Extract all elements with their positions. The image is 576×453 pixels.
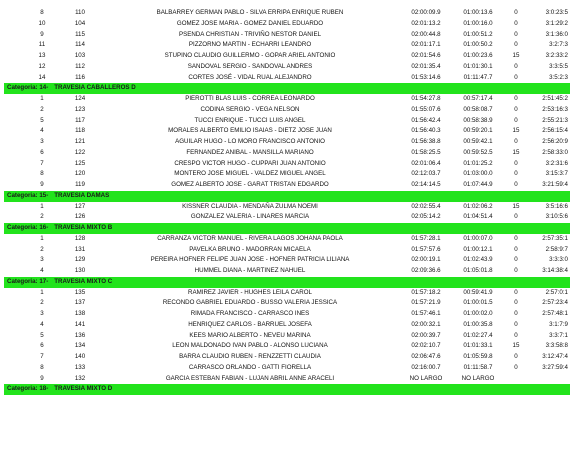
- table-row: [4, 266, 570, 277]
- crew-names-cell: RECONDO GABRIEL EDUARDO - BUSSO VALERIA JESSICA: [162, 299, 338, 307]
- time-2-cell: 00:59:20.1: [463, 127, 493, 135]
- table-row: [4, 169, 570, 180]
- time-1-cell: 01:53:14.6: [411, 73, 441, 81]
- bib-number-cell: 103: [74, 52, 86, 59]
- penalty-cell: 0: [514, 9, 518, 16]
- penalty-cell: 0: [514, 62, 518, 70]
- position-cell: 12: [38, 62, 46, 70]
- time-1-cell: 02:01:13.2: [411, 19, 441, 27]
- time-1-cell: 02:00:19.1: [411, 256, 441, 264]
- table-row: [4, 212, 570, 223]
- position-cell: 7: [40, 353, 44, 360]
- position-cell: 9: [40, 374, 44, 382]
- time-1-cell: 02:16:00.7: [411, 363, 441, 371]
- table-row: [4, 73, 570, 84]
- position-cell: 3: [40, 310, 44, 317]
- time-1-cell: 02:00:39.7: [411, 331, 441, 339]
- crew-names-cell: HUMMEL DIANA - MARTINEZ NAHUEL: [194, 267, 306, 274]
- total-time-cell: 2:56:15:4: [542, 127, 568, 135]
- bib-number-cell: 124: [74, 95, 86, 102]
- table-row: [4, 320, 570, 331]
- time-2-cell: 00:59:52.5: [463, 148, 493, 156]
- penalty-cell: 0: [514, 213, 518, 221]
- table-row: [4, 288, 570, 299]
- time-2-cell: 01:00:02.0: [463, 310, 493, 317]
- category-header: [4, 223, 570, 234]
- table-row: [4, 331, 570, 342]
- crew-names-cell: GARCIA ESTEBAN FABIAN - LUJAN ABRIL ANNE ARACELI: [165, 374, 335, 382]
- total-time-cell: 3:2:7:3: [549, 41, 568, 49]
- bib-number-cell: 130: [74, 267, 86, 274]
- time-1-cell: 01:56:42.4: [411, 116, 441, 124]
- total-time-cell: 3:3:5:5: [549, 62, 568, 70]
- bib-number-cell: 112: [75, 62, 85, 70]
- penalty-cell: 0: [514, 73, 518, 81]
- time-2-cell: 01:00:01.5: [463, 299, 493, 307]
- penalty-cell: 0: [514, 267, 518, 274]
- penalty-cell: 0: [514, 288, 518, 296]
- position-cell: 11: [38, 41, 46, 49]
- time-2-cell: 01:02:06.2: [463, 202, 493, 210]
- time-2-cell: 01:11:47.7: [463, 73, 493, 81]
- position-cell: 7: [40, 159, 44, 167]
- bib-number-cell: 122: [74, 148, 86, 156]
- results-sheet: [4, 8, 570, 395]
- penalty-cell: 0: [514, 245, 518, 253]
- penalty-cell: 0: [514, 105, 518, 113]
- crew-names-cell: CODINA SERGIO - VEGA NELSON: [200, 105, 300, 113]
- total-time-cell: 2:56:20:9: [542, 138, 568, 145]
- total-time-cell: 3:12:47:4: [542, 353, 568, 360]
- time-2-cell: 01:07:44.9: [463, 181, 493, 188]
- time-2-cell: 01:00:13.6: [463, 9, 493, 16]
- position-cell: 8: [40, 170, 44, 178]
- time-1-cell: 01:54:27.8: [411, 95, 441, 102]
- position-cell: 9: [40, 30, 44, 38]
- category-title: TRAVESIA CABALLEROS D: [54, 84, 136, 92]
- time-1-cell: 01:57:28.1: [411, 234, 441, 242]
- table-row: [4, 159, 570, 170]
- total-time-cell: 3:1:29:2: [545, 19, 568, 27]
- position-cell: 6: [40, 342, 44, 350]
- table-row: [4, 341, 570, 352]
- time-2-cell: 00:58:38.9: [463, 116, 493, 124]
- position-cell: 4: [40, 320, 44, 328]
- bib-number-cell: 119: [75, 181, 85, 188]
- total-time-cell: 2:58:9:7: [545, 245, 568, 253]
- crew-names-cell: BALBARREY GERMAN PABLO - SILVA ERRIPA ENRIQUE RUBEN: [156, 9, 344, 16]
- crew-names-cell: STUPINO CLAUDIO GUILLERMO - GOPAR ARIEL ANTONIO: [164, 52, 336, 59]
- total-time-cell: 2:57:23:4: [542, 299, 568, 307]
- total-time-cell: 2:55:21:3: [542, 116, 568, 124]
- crew-names-cell: PIZZORNO MARTIN - ECHARRI LEANDRO: [188, 41, 312, 49]
- bib-number-cell: 117: [75, 116, 85, 124]
- time-1-cell: 01:56:38.8: [411, 138, 441, 145]
- crew-names-cell: CRESPO VICTOR HUGO - CUPPARI JUAN ANTONIO: [174, 159, 326, 167]
- time-1-cell: 02:06:47.6: [411, 353, 441, 360]
- position-cell: 2: [40, 213, 44, 221]
- time-2-cell: NO LARGO: [461, 374, 495, 382]
- bib-number-cell: 110: [75, 9, 85, 16]
- table-row: [4, 19, 570, 30]
- bib-number-cell: 115: [75, 30, 85, 38]
- penalty-cell: 0: [514, 353, 518, 360]
- crew-names-cell: RIMADA FRANCISCO - CARRASCO INES: [190, 310, 310, 317]
- penalty-cell: 0: [514, 331, 518, 339]
- position-cell: 4: [40, 267, 44, 274]
- crew-names-cell: RAMIREZ JAVIER - HUGHES LEILA CAROL: [187, 288, 312, 296]
- total-time-cell: 3:21:59:4: [542, 181, 568, 188]
- time-2-cell: 01:00:16.0: [463, 19, 493, 27]
- position-cell: 8: [40, 9, 44, 16]
- penalty-cell: 0: [514, 320, 518, 328]
- time-2-cell: 01:02:27.4: [463, 331, 493, 339]
- bib-number-cell: 134: [74, 342, 86, 350]
- time-2-cell: 01:00:07.0: [463, 234, 493, 242]
- time-2-cell: 00:59:41.9: [463, 288, 493, 296]
- position-cell: 13: [38, 52, 46, 59]
- time-2-cell: 00:58:08.7: [463, 105, 493, 113]
- table-row: [4, 309, 570, 320]
- category-header: [4, 384, 570, 395]
- penalty-cell: 15: [512, 52, 520, 59]
- bib-number-cell: 126: [74, 213, 86, 221]
- time-1-cell: 01:57:21.9: [411, 299, 441, 307]
- penalty-cell: 0: [514, 256, 518, 264]
- total-time-cell: 2:57:48:1: [542, 310, 568, 317]
- table-row: [4, 94, 570, 105]
- bib-number-cell: 131: [74, 245, 86, 253]
- time-2-cell: 01:11:58.7: [463, 363, 493, 371]
- position-cell: 10: [38, 19, 46, 27]
- penalty-cell: 0: [514, 170, 518, 178]
- table-row: [4, 298, 570, 309]
- bib-number-cell: 121: [74, 138, 86, 145]
- crew-names-cell: PEREIRA HOFNER FELIPE JUAN JOSE - HOFNER PATRICIA LILIANA: [150, 256, 350, 264]
- position-cell: 2: [40, 105, 44, 113]
- total-time-cell: 3:14:38:4: [542, 267, 568, 274]
- total-time-cell: 3:1:36:0: [545, 30, 568, 38]
- category-header: [4, 191, 570, 202]
- time-2-cell: 00:57:17.4: [463, 95, 493, 102]
- total-time-cell: 3:10:5:6: [545, 213, 568, 221]
- time-1-cell: 01:57:46.1: [411, 310, 441, 317]
- bib-number-cell: 114: [75, 41, 85, 49]
- table-row: [4, 363, 570, 374]
- total-time-cell: 3:27:59:4: [542, 363, 568, 371]
- time-2-cell: 01:01:25.2: [463, 159, 493, 167]
- time-1-cell: 02:12:03.7: [411, 170, 441, 178]
- time-1-cell: 01:55:07.6: [411, 105, 441, 113]
- bib-number-cell: 141: [74, 320, 86, 328]
- penalty-cell: 0: [514, 30, 518, 38]
- bib-number-cell: 125: [74, 159, 86, 167]
- position-cell: 2: [40, 245, 44, 253]
- time-2-cell: 01:00:51.2: [463, 30, 493, 38]
- position-cell: 2: [40, 299, 44, 307]
- penalty-cell: 0: [514, 310, 518, 317]
- time-2-cell: 01:04:51.4: [463, 213, 493, 221]
- total-time-cell: 3:2:31:6: [545, 159, 568, 167]
- penalty-cell: 0: [514, 116, 518, 124]
- crew-names-cell: KEES MARIO ALBERTO - NEVEU MARINA: [189, 331, 311, 339]
- position-cell: 9: [40, 181, 44, 188]
- total-time-cell: 2:51:45:2: [542, 95, 568, 102]
- penalty-cell: 0: [514, 138, 518, 145]
- bib-number-cell: 123: [74, 105, 86, 113]
- bib-number-cell: 127: [74, 202, 86, 210]
- crew-names-cell: CARRANZA VICTOR MANUEL - RIVERA LAGOS JOHANA PAOLA: [157, 234, 343, 242]
- crew-names-cell: MONTERO JOSE MIGUEL - VALDEZ MIGUEL ANGEL: [174, 170, 326, 178]
- penalty-cell: 15: [512, 127, 520, 135]
- table-row: [4, 180, 570, 191]
- bib-number-cell: 136: [74, 331, 86, 339]
- time-2-cell: 01:05:59.8: [463, 353, 493, 360]
- position-cell: 14: [38, 73, 46, 81]
- time-2-cell: 01:02:43.9: [463, 256, 493, 264]
- crew-names-cell: CORTES JOSÉ - VIDAL RUAL ALEJANDRO: [188, 73, 312, 81]
- crew-names-cell: SANDOVAL SERGIO - SANDOVAL ANDRES: [187, 62, 313, 70]
- time-1-cell: 02:09:36.6: [411, 267, 441, 274]
- table-row: [4, 126, 570, 137]
- table-row: [4, 148, 570, 159]
- category-label: Categoria: 15-: [7, 191, 49, 199]
- penalty-cell: 0: [514, 159, 518, 167]
- position-cell: 1: [40, 202, 44, 210]
- penalty-cell: 15: [512, 148, 520, 156]
- time-1-cell: 02:14:14.5: [411, 181, 441, 188]
- table-row: [4, 62, 570, 73]
- position-cell: 1: [40, 234, 44, 242]
- table-row: [4, 105, 570, 116]
- table-row: [4, 51, 570, 62]
- table-row: [4, 137, 570, 148]
- time-1-cell: 02:05:14.2: [411, 213, 441, 221]
- bib-number-cell: 132: [74, 374, 86, 382]
- bib-number-cell: 118: [75, 127, 85, 135]
- crew-names-cell: MORALES ALBERTO EMILIO ISAIAS - DIETZ JOSE JUAN: [168, 127, 332, 135]
- penalty-cell: 0: [514, 234, 518, 242]
- bib-number-cell: 129: [74, 256, 86, 264]
- crew-names-cell: TUCCI ENRIQUE - TUCCI LUIS ANGEL: [194, 116, 306, 124]
- category-label: Categoria: 14-: [7, 84, 49, 92]
- time-2-cell: 01:01:33.1: [463, 342, 493, 350]
- time-1-cell: 02:01:35.4: [411, 62, 441, 70]
- time-1-cell: 01:57:18.2: [411, 288, 441, 296]
- bib-number-cell: 135: [74, 288, 86, 296]
- time-1-cell: 01:56:40.3: [411, 127, 441, 135]
- penalty-cell: 0: [514, 41, 518, 49]
- time-1-cell: NO LARGO: [409, 374, 443, 382]
- time-1-cell: 02:01:06.4: [411, 159, 441, 167]
- position-cell: 6: [40, 148, 44, 156]
- penalty-cell: 15: [512, 342, 520, 350]
- time-1-cell: 02:00:32.1: [411, 320, 441, 328]
- crew-names-cell: PSENDA CHRISTIAN - TRIVIÑO NESTOR DANIEL: [178, 30, 322, 38]
- crew-names-cell: GOMEZ ALBERTO JOSE - GARAT TRISTAN EDGARDO: [171, 181, 329, 188]
- table-row: [4, 234, 570, 245]
- category-title: TRAVESIA MIXTO B: [54, 224, 113, 231]
- total-time-cell: 3:3:7:1: [549, 331, 568, 339]
- time-2-cell: 01:01:30.1: [463, 62, 493, 70]
- crew-names-cell: GOMEZ JOSE MARIA - GOMEZ DANIEL EDUARDO: [176, 19, 324, 27]
- crew-names-cell: FERNANDEZ ANIBAL - MANSILLA MARIANO: [186, 148, 314, 156]
- crew-names-cell: PIEROTTI BLAS LUIS - CORREA LEONARDO: [185, 95, 315, 102]
- table-row: [4, 352, 570, 363]
- position-cell: 3: [40, 256, 44, 264]
- bib-number-cell: 120: [74, 170, 86, 178]
- crew-names-cell: KISSNER CLAUDIA - MENDAÑA ZULMA NOEMI: [182, 202, 318, 210]
- penalty-cell: 0: [514, 363, 518, 371]
- category-header: [4, 277, 570, 288]
- bib-number-cell: 138: [74, 310, 86, 317]
- penalty-cell: 0: [514, 181, 518, 188]
- time-1-cell: 02:00:09.9: [411, 9, 441, 16]
- total-time-cell: 3:3:58:8: [545, 342, 568, 350]
- penalty-cell: 0: [514, 95, 518, 102]
- position-cell: 4: [40, 127, 44, 135]
- crew-names-cell: GONZALEZ VALERIA - LINARES MARCIA: [190, 213, 310, 221]
- table-row: [4, 255, 570, 266]
- category-title: TRAVESIA MIXTO C: [54, 277, 113, 285]
- time-2-cell: 01:03:00.0: [463, 170, 493, 178]
- position-cell: 1: [40, 288, 44, 296]
- position-cell: 3: [40, 138, 44, 145]
- crew-names-cell: CARRASCO ORLANDO - GATTI FIORELLA: [188, 363, 312, 371]
- time-2-cell: 01:00:23.6: [463, 52, 493, 59]
- position-cell: 5: [40, 116, 44, 124]
- category-label: Categoria: 16-: [7, 224, 49, 231]
- category-label: Categoria: 18-: [7, 385, 49, 393]
- position-cell: 8: [40, 363, 44, 371]
- table-row: [4, 40, 570, 51]
- time-1-cell: 02:00:44.8: [411, 30, 441, 38]
- total-time-cell: 3:15:3:7: [545, 170, 568, 178]
- penalty-cell: 15: [512, 202, 520, 210]
- position-cell: 5: [40, 331, 44, 339]
- time-1-cell: 02:01:54.6: [411, 52, 441, 59]
- total-time-cell: 3:5:2:3: [549, 73, 568, 81]
- total-time-cell: 2:57:35:1: [542, 234, 568, 242]
- bib-number-cell: 140: [74, 353, 86, 360]
- table-row: [4, 8, 570, 19]
- crew-names-cell: HENRIQUEZ CARLOS - BARRUEL JOSEFA: [188, 320, 312, 328]
- time-2-cell: 01:05:01.8: [463, 267, 493, 274]
- crew-names-cell: AGUILAR HUGO - LO MORO FRANCISCO ANTONIO: [175, 138, 325, 145]
- time-1-cell: 01:57:57.6: [411, 245, 441, 253]
- time-1-cell: 02:02:10.7: [411, 342, 441, 350]
- table-row: [4, 374, 570, 385]
- bib-number-cell: 133: [74, 363, 86, 371]
- time-2-cell: 01:00:35.8: [463, 320, 493, 328]
- time-1-cell: 01:58:25.5: [411, 148, 441, 156]
- total-time-cell: 3:5:16:6: [545, 202, 568, 210]
- crew-names-cell: LEON MALDONADO IVAN PABLO - ALONSO LUCIANA: [172, 342, 328, 350]
- table-row: [4, 245, 570, 256]
- total-time-cell: 3:0:23:5: [545, 9, 568, 16]
- bib-number-cell: 104: [74, 19, 86, 27]
- penalty-cell: 0: [514, 19, 518, 27]
- time-2-cell: 01:00:12.1: [463, 245, 493, 253]
- total-time-cell: 3:1:7:9: [549, 320, 568, 328]
- bib-number-cell: 116: [75, 73, 85, 81]
- bib-number-cell: 128: [74, 234, 86, 242]
- table-row: [4, 116, 570, 127]
- table-row: [4, 202, 570, 213]
- penalty-cell: 0: [514, 299, 518, 307]
- total-time-cell: 3:2:33:2: [545, 52, 568, 59]
- category-title: TRAVESIA DAMAS: [54, 191, 110, 199]
- total-time-cell: 2:53:16:3: [542, 105, 568, 113]
- total-time-cell: 3:3:3:0: [549, 256, 568, 264]
- time-1-cell: 02:02:55.4: [411, 202, 441, 210]
- crew-names-cell: PAVELKA BRUNO - MADORRAN MICAELA: [189, 245, 311, 253]
- total-time-cell: 2:58:33:0: [542, 148, 568, 156]
- category-label: Categoria: 17-: [7, 277, 49, 285]
- time-1-cell: 02:01:17.1: [411, 41, 441, 49]
- position-cell: 1: [40, 95, 44, 102]
- time-2-cell: 00:59:42.1: [463, 138, 493, 145]
- category-header: [4, 83, 570, 94]
- category-title: TRAVESIA MIXTO D: [54, 385, 113, 393]
- time-2-cell: 01:00:50.2: [463, 41, 493, 49]
- crew-names-cell: BARRA CLAUDIO RUBEN - RENZZETTI CLAUDIA: [179, 353, 321, 360]
- total-time-cell: 2:57:0:1: [545, 288, 568, 296]
- bib-number-cell: 137: [74, 299, 86, 307]
- table-row: [4, 30, 570, 41]
